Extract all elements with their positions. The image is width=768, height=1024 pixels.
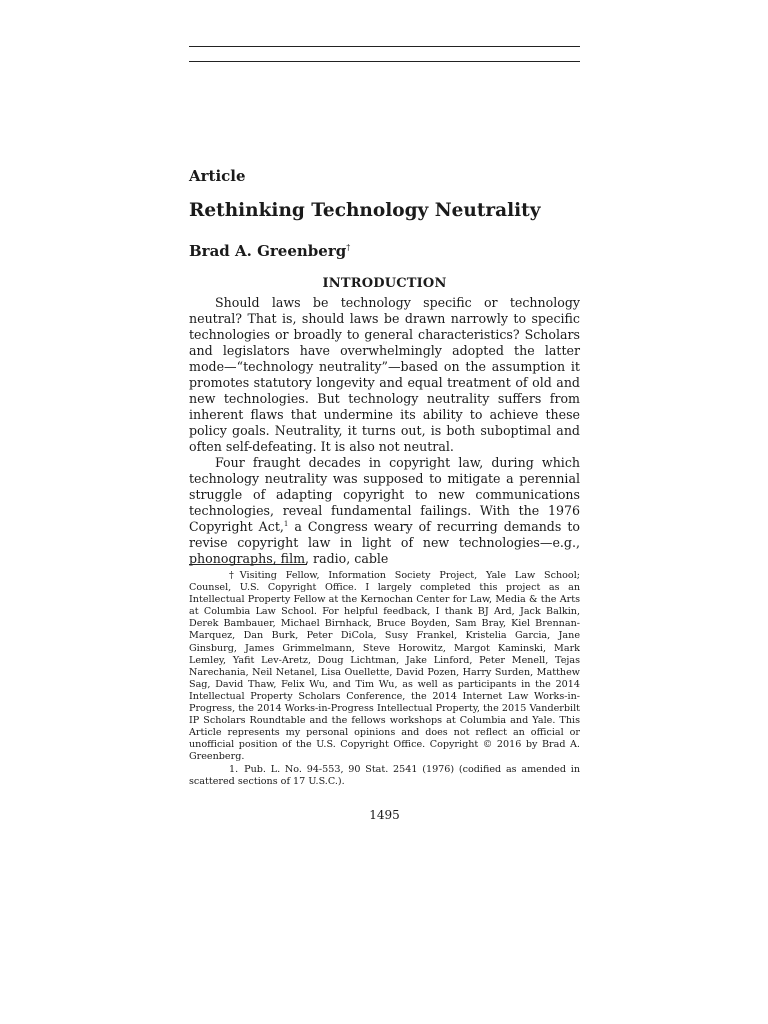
header-rule-top (189, 46, 580, 47)
footnote-1 (189, 764, 580, 788)
paragraph-1: Should laws be technology specific or technology neutral? That is, should laws be drawn narrowly to specific technologies or broadly to general characteristics? Scholars and legislators have overwhelmingly adopted the latter mode—“technology neutrality”—based on the assumption it promotes statutory longevity and equal treatment of old and new technologies. But technology neutrality suffers from inherent flaws that undermine its ability to achieve these policy goals. Neutrality, it turns out, is both suboptimal and often self-defeating. It is also not neutral. (189, 295, 580, 454)
header-rule-bottom (189, 61, 580, 62)
footnote-dagger (189, 570, 580, 764)
article-title: Rethinking Technology Neutrality (189, 200, 541, 221)
page-number: 1495 (369, 808, 400, 822)
body-text (189, 295, 580, 567)
paragraph-2-text-b: a Congress weary of recurring demands to revise copyright law in light of new technologies—e.g., phonographs, film, radio, cable (189, 519, 580, 566)
footnote-marker: † (229, 570, 234, 581)
footnote-marker: 1. (229, 763, 239, 775)
author-footnote-mark[interactable]: † (346, 243, 351, 252)
paragraph-2 (189, 455, 580, 567)
author-line (189, 242, 350, 260)
footnote-text: Visiting Fellow, Information Society Project, Yale Law School; Counsel, U.S. Copyright Office. I largely completed this project as an Intellectual Property Fellow at the Kernochan Center for Law, Media & the Arts at Columbia Law School. For helpful feedback, I thank BJ Ard, Jack Balkin, Derek Bambauer, Michael Birnhack, Bruce Boyden, Sam Bray, Kiel Brennan-Marquez, Dan Burk, Peter DiCola, Susy Frankel, Kristelia Garcia, Jane Ginsburg, James Grimmelmann, Steve Horowitz, Margot Kaminski, Mark Lemley, Yafit Lev-Aretz, Doug Lichtman, Jake Linford, Peter Menell, Tejas Narechania, Neil Netanel, Lisa Ouellette, David Pozen, Harry Surden, Matthew Sag, David Thaw, Felix Wu, and Tim Wu, as well as participants in the 2014 Intellectual Property Scholars Conference, the 2014 Internet Law Works-in-Progress, the 2014 Works-in-Progress Intellectual Property, the 2015 Vanderbilt IP Scholars Roundtable and the fellows workshops at Columbia and Yale. This Article represents my personal opinions and does not reflect an official or unofficial position of the U.S. Copyright Office. Copyright © 2016 by Brad A. Greenberg. (189, 570, 580, 763)
author-name: Brad A. Greenberg (189, 242, 347, 260)
article-label: Article (189, 167, 246, 185)
footnote-ref-1[interactable]: 1 (283, 519, 289, 528)
paragraph-2-text-a: Four fraught decades in copyright law, during which technology neutrality was supposed to mitigate a perennial struggle of adapting copyright to new communications technologies, reveal fundamental failings. With the 1976 Copyright Act, (189, 455, 580, 534)
footnote-divider (189, 564, 307, 565)
footnotes (189, 570, 580, 788)
section-heading: INTRODUCTION (322, 276, 447, 291)
footnote-text: Pub. L. No. 94-553, 90 Stat. 2541 (1976) (codified as amended in scattered sections of 17 U.S.C.). (189, 763, 580, 787)
